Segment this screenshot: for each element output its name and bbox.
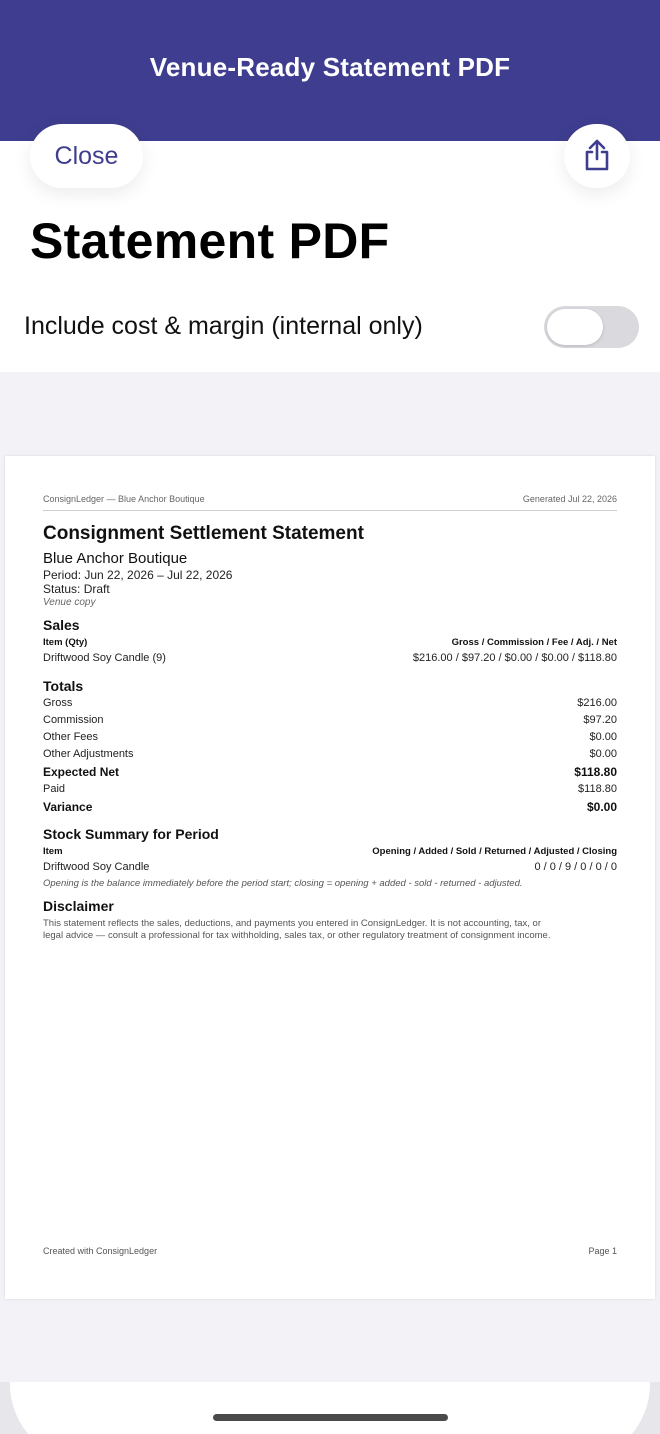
- pdf-period: Period: Jun 22, 2026 – Jul 22, 2026: [43, 568, 233, 582]
- totals-row-other-fees: [43, 731, 617, 743]
- pdf-venue-name: Blue Anchor Boutique: [43, 550, 188, 567]
- totals-label: Variance: [43, 800, 93, 814]
- home-indicator[interactable]: [213, 1414, 448, 1421]
- pdf-page: [5, 456, 655, 1299]
- pdf-footer: [43, 1246, 617, 1256]
- pdf-doc-title: Consignment Settlement Statement: [43, 523, 364, 544]
- sales-row: [43, 652, 617, 664]
- pdf-header-left: ConsignLedger — Blue Anchor Boutique: [43, 494, 205, 504]
- totals-value: $216.00: [577, 697, 617, 709]
- sales-row-values: $216.00 / $97.20 / $0.00 / $0.00 / $118.80: [412, 652, 617, 664]
- sales-row-item: Driftwood Soy Candle (9): [43, 652, 166, 664]
- totals-label: Other Fees: [43, 731, 99, 743]
- disclaimer-title: Disclaimer: [43, 898, 114, 914]
- stock-row-item: Driftwood Soy Candle: [43, 861, 150, 873]
- totals-row-gross: [43, 697, 617, 709]
- totals-value: $118.80: [574, 765, 617, 779]
- totals-row-commission: [43, 714, 617, 726]
- pdf-footer-right: Page 1: [588, 1246, 617, 1256]
- totals-label: Paid: [43, 783, 66, 795]
- pdf-footer-left: Created with ConsignLedger: [43, 1246, 158, 1256]
- include-cost-margin-label: Include cost & margin (internal only): [24, 312, 423, 340]
- totals-label: Gross: [43, 697, 73, 709]
- totals-value: $97.20: [583, 714, 617, 726]
- totals-section-title: Totals: [43, 678, 84, 694]
- totals-label: Other Adjustments: [43, 748, 134, 760]
- totals-label: Commission: [43, 714, 104, 726]
- close-button[interactable]: Close: [30, 124, 143, 188]
- stock-note: Opening is the balance immediately before the period start; closing = opening + added - sold - returned - adjusted.: [43, 878, 523, 889]
- totals-row-paid: [43, 783, 617, 795]
- stock-section-title: Stock Summary for Period: [43, 826, 219, 842]
- disclaimer-line-1: This statement reflects the sales, deductions, and payments you entered in ConsignLedger. It is not accounting, tax, or: [43, 918, 541, 929]
- sales-col-values: Gross / Commission / Fee / Adj. / Net: [451, 637, 617, 648]
- pdf-status: Status: Draft: [43, 582, 110, 596]
- stock-col-values: Opening / Added / Sold / Returned / Adjusted / Closing: [372, 846, 617, 857]
- totals-value: $0.00: [586, 800, 617, 814]
- toggle-knob: [547, 309, 603, 345]
- app-banner: [0, 0, 660, 141]
- totals-row-variance: [43, 800, 617, 814]
- sales-col-item: Item (Qty): [43, 637, 88, 648]
- totals-row-expected-net: [43, 765, 617, 779]
- pdf-header-right: Generated Jul 22, 2026: [522, 494, 617, 504]
- device-screen-bottom: [10, 1382, 650, 1434]
- totals-label: Expected Net: [43, 765, 120, 779]
- stock-row: [43, 861, 617, 873]
- pdf-copy-label: Venue copy: [43, 597, 96, 608]
- sales-column-header: [43, 637, 617, 648]
- include-cost-margin-toggle[interactable]: [544, 306, 639, 348]
- totals-value: $0.00: [589, 748, 617, 760]
- pdf-header: [43, 494, 617, 511]
- totals-value: $0.00: [589, 731, 617, 743]
- stock-column-header: [43, 846, 617, 857]
- totals-value: $118.80: [578, 783, 617, 795]
- disclaimer-line-2: legal advice — consult a professional for tax withholding, sales tax, or other regulatory treatment of consignment income.: [43, 930, 551, 941]
- sheet-title: Statement PDF: [30, 213, 390, 269]
- stock-row-values: 0 / 0 / 9 / 0 / 0 / 0: [534, 861, 617, 873]
- share-button[interactable]: [564, 124, 630, 188]
- share-icon: [582, 138, 612, 175]
- banner-title: Venue-Ready Statement PDF: [149, 52, 511, 82]
- totals-row-other-adjustments: [43, 748, 617, 760]
- sales-section-title: Sales: [43, 617, 80, 633]
- stock-col-item: Item: [43, 846, 63, 857]
